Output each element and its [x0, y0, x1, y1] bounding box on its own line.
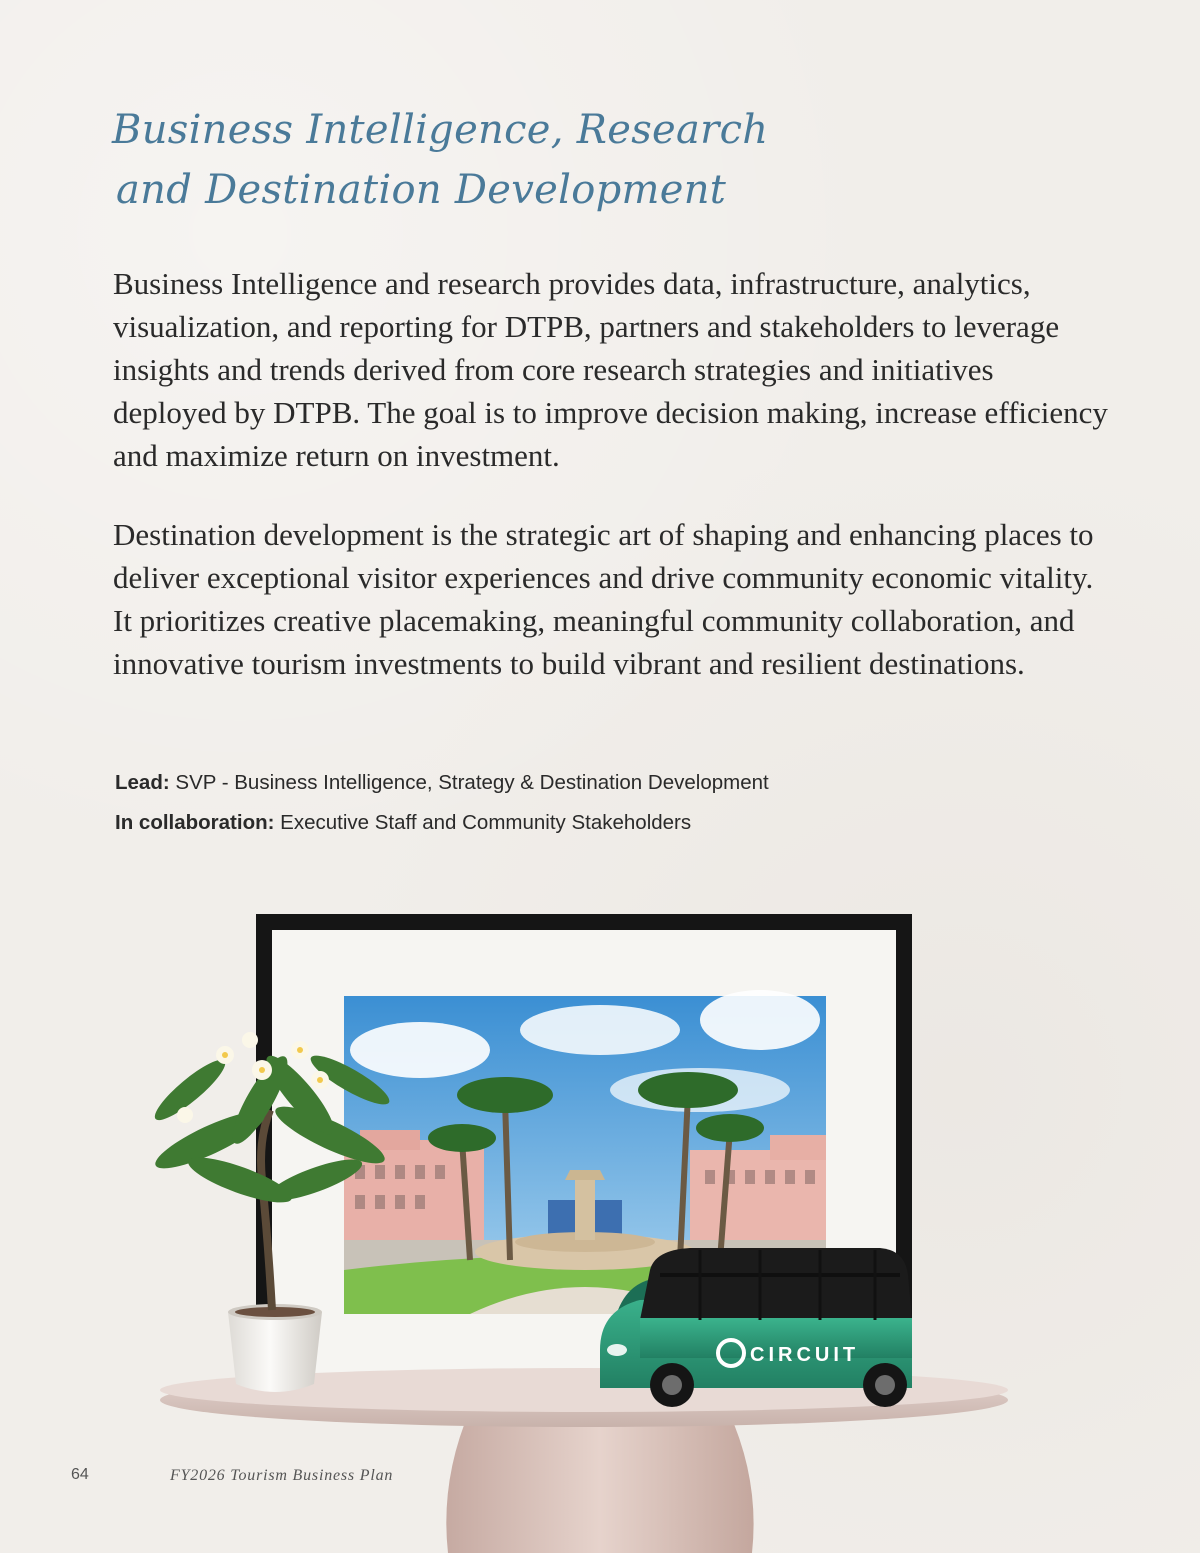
- footer-document-title: FY2026 Tourism Business Plan: [170, 1467, 394, 1484]
- page-title-line-2: and Destination Development: [116, 167, 727, 213]
- vehicle-brand-text: CIRCUIT: [750, 1344, 860, 1366]
- collaboration-line: [115, 811, 691, 835]
- intro-paragraph-destination-development: Destination development is the strategic art of shaping and enhancing places to deliver exceptional visitor experiences and drive community economic vitality. It prioritizes creative placemaking, meaningful community collaboration, and innovative tourism investments to build vibrant and resilient destinations.: [113, 517, 1094, 681]
- decorative-illustration: [0, 880, 1200, 1553]
- page-title: [112, 100, 812, 220]
- lead-line: [115, 771, 769, 795]
- table-pedestal: [446, 1410, 753, 1553]
- illustration-svg: [0, 880, 1200, 1553]
- lead-label: Lead:: [115, 771, 170, 794]
- collaboration-value: Executive Staff and Community Stakeholders: [280, 811, 692, 834]
- collaboration-label: In collaboration:: [115, 811, 275, 834]
- lead-value: SVP - Business Intelligence, Strategy & Destination Development: [175, 771, 769, 794]
- page-number: 64: [71, 1466, 89, 1483]
- page-title-line-1: Business Intelligence, Research: [112, 107, 769, 153]
- intro-paragraph-business-intelligence: Business Intelligence and research provides data, infrastructure, analytics, visualization, and reporting for DTPB, partners and stakeholders to leverage insights and trends derived from core research strategies and initiatives deployed by DTPB. The goal is to improve decision making, increase efficiency and maximize return on investment.: [113, 266, 1108, 473]
